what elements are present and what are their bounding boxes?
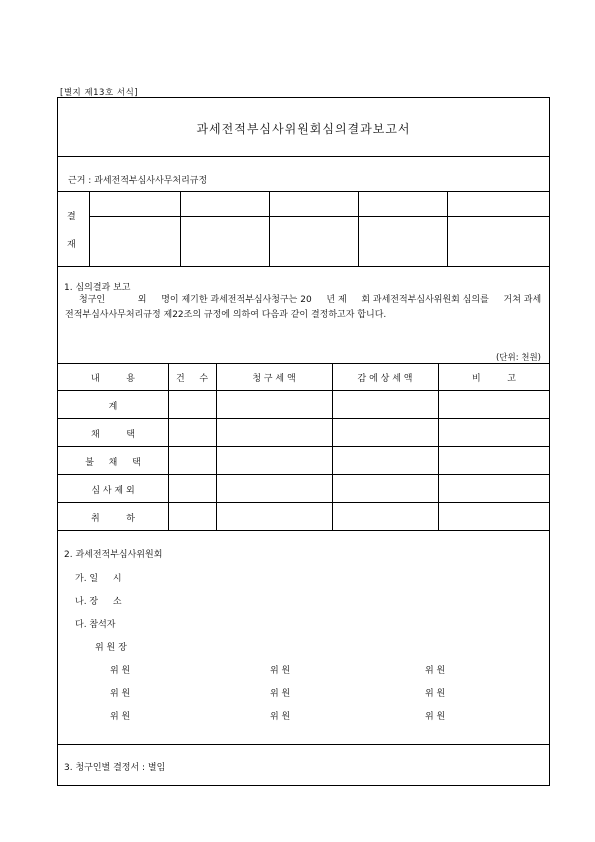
section1-body: 청구인 외 명이 제기한 과세전적부심사청구는 20 년 제 회 과세전적부심사위원회 심의를 거쳐 과세전적부심사사무처리규정 제22조의 규정에 의하여 다음과 같이 결정하고자 합니다. <box>65 295 542 320</box>
member-label: 위 원 <box>425 689 446 699</box>
table-line <box>58 446 549 447</box>
member-label: 위 원 <box>425 666 446 676</box>
section2-heading: 2. 과세전적부심사위원회 <box>64 550 163 560</box>
table-line <box>438 363 439 530</box>
divider <box>58 156 549 157</box>
table-row-label: 심 사 제 외 <box>91 486 135 496</box>
table-line <box>58 418 549 419</box>
grid-line <box>180 192 181 266</box>
table-header: 감 에 상 세 액 <box>357 374 413 384</box>
member-label: 위 원 <box>270 666 291 676</box>
table-row-label: 취 하 <box>91 514 135 524</box>
member-label: 위 원 <box>425 712 446 722</box>
table-header: 내 용 <box>91 374 135 384</box>
form-frame <box>57 97 550 786</box>
grid-line <box>269 192 270 266</box>
table-row-label: 불 채 택 <box>85 458 141 468</box>
chairperson-label: 위 원 장 <box>95 643 127 653</box>
unit-label: (단위: 천원) <box>495 353 541 363</box>
table-row-label: 계 <box>108 402 118 412</box>
form-number-label: [별지 제13호 서식] <box>60 88 139 98</box>
table-line <box>216 363 217 530</box>
basis-text: 근거 : 과세전적부심사사무처리규정 <box>68 176 208 186</box>
table-header: 청 구 세 액 <box>252 374 296 384</box>
grid-line <box>89 216 549 217</box>
grid-line <box>89 192 90 266</box>
table-line <box>168 363 169 530</box>
table-line <box>58 502 549 503</box>
table-header: 건 수 <box>175 374 209 384</box>
approval-label-2: 재 <box>67 240 76 250</box>
member-label: 위 원 <box>110 666 131 676</box>
grid-line <box>447 192 448 266</box>
table-line <box>58 390 549 391</box>
section2-item-date: 가. 일 시 <box>75 574 122 584</box>
member-label: 위 원 <box>110 689 131 699</box>
member-label: 위 원 <box>270 712 291 722</box>
document-title: 과세전적부심사위원회심의결과보고서 <box>196 122 411 136</box>
approval-label-1: 결 <box>67 212 76 222</box>
section1-heading: 1. 심의결과 보고 <box>64 283 131 293</box>
table-row-label: 채 택 <box>91 430 135 440</box>
member-label: 위 원 <box>270 689 291 699</box>
table-line <box>332 363 333 530</box>
member-label: 위 원 <box>110 712 131 722</box>
approval-grid <box>58 192 549 266</box>
divider <box>58 744 549 745</box>
table-header: 비 고 <box>472 374 516 384</box>
section2-item-place: 나. 장 소 <box>75 597 122 607</box>
section2-item-attendees: 다. 참석자 <box>75 620 116 630</box>
section3-text: 3. 청구인별 결정서 : 별임 <box>64 763 166 773</box>
divider <box>58 266 549 267</box>
table-line <box>58 474 549 475</box>
table-line <box>58 363 549 364</box>
divider <box>58 530 549 531</box>
result-table <box>58 363 549 530</box>
grid-line <box>358 192 359 266</box>
